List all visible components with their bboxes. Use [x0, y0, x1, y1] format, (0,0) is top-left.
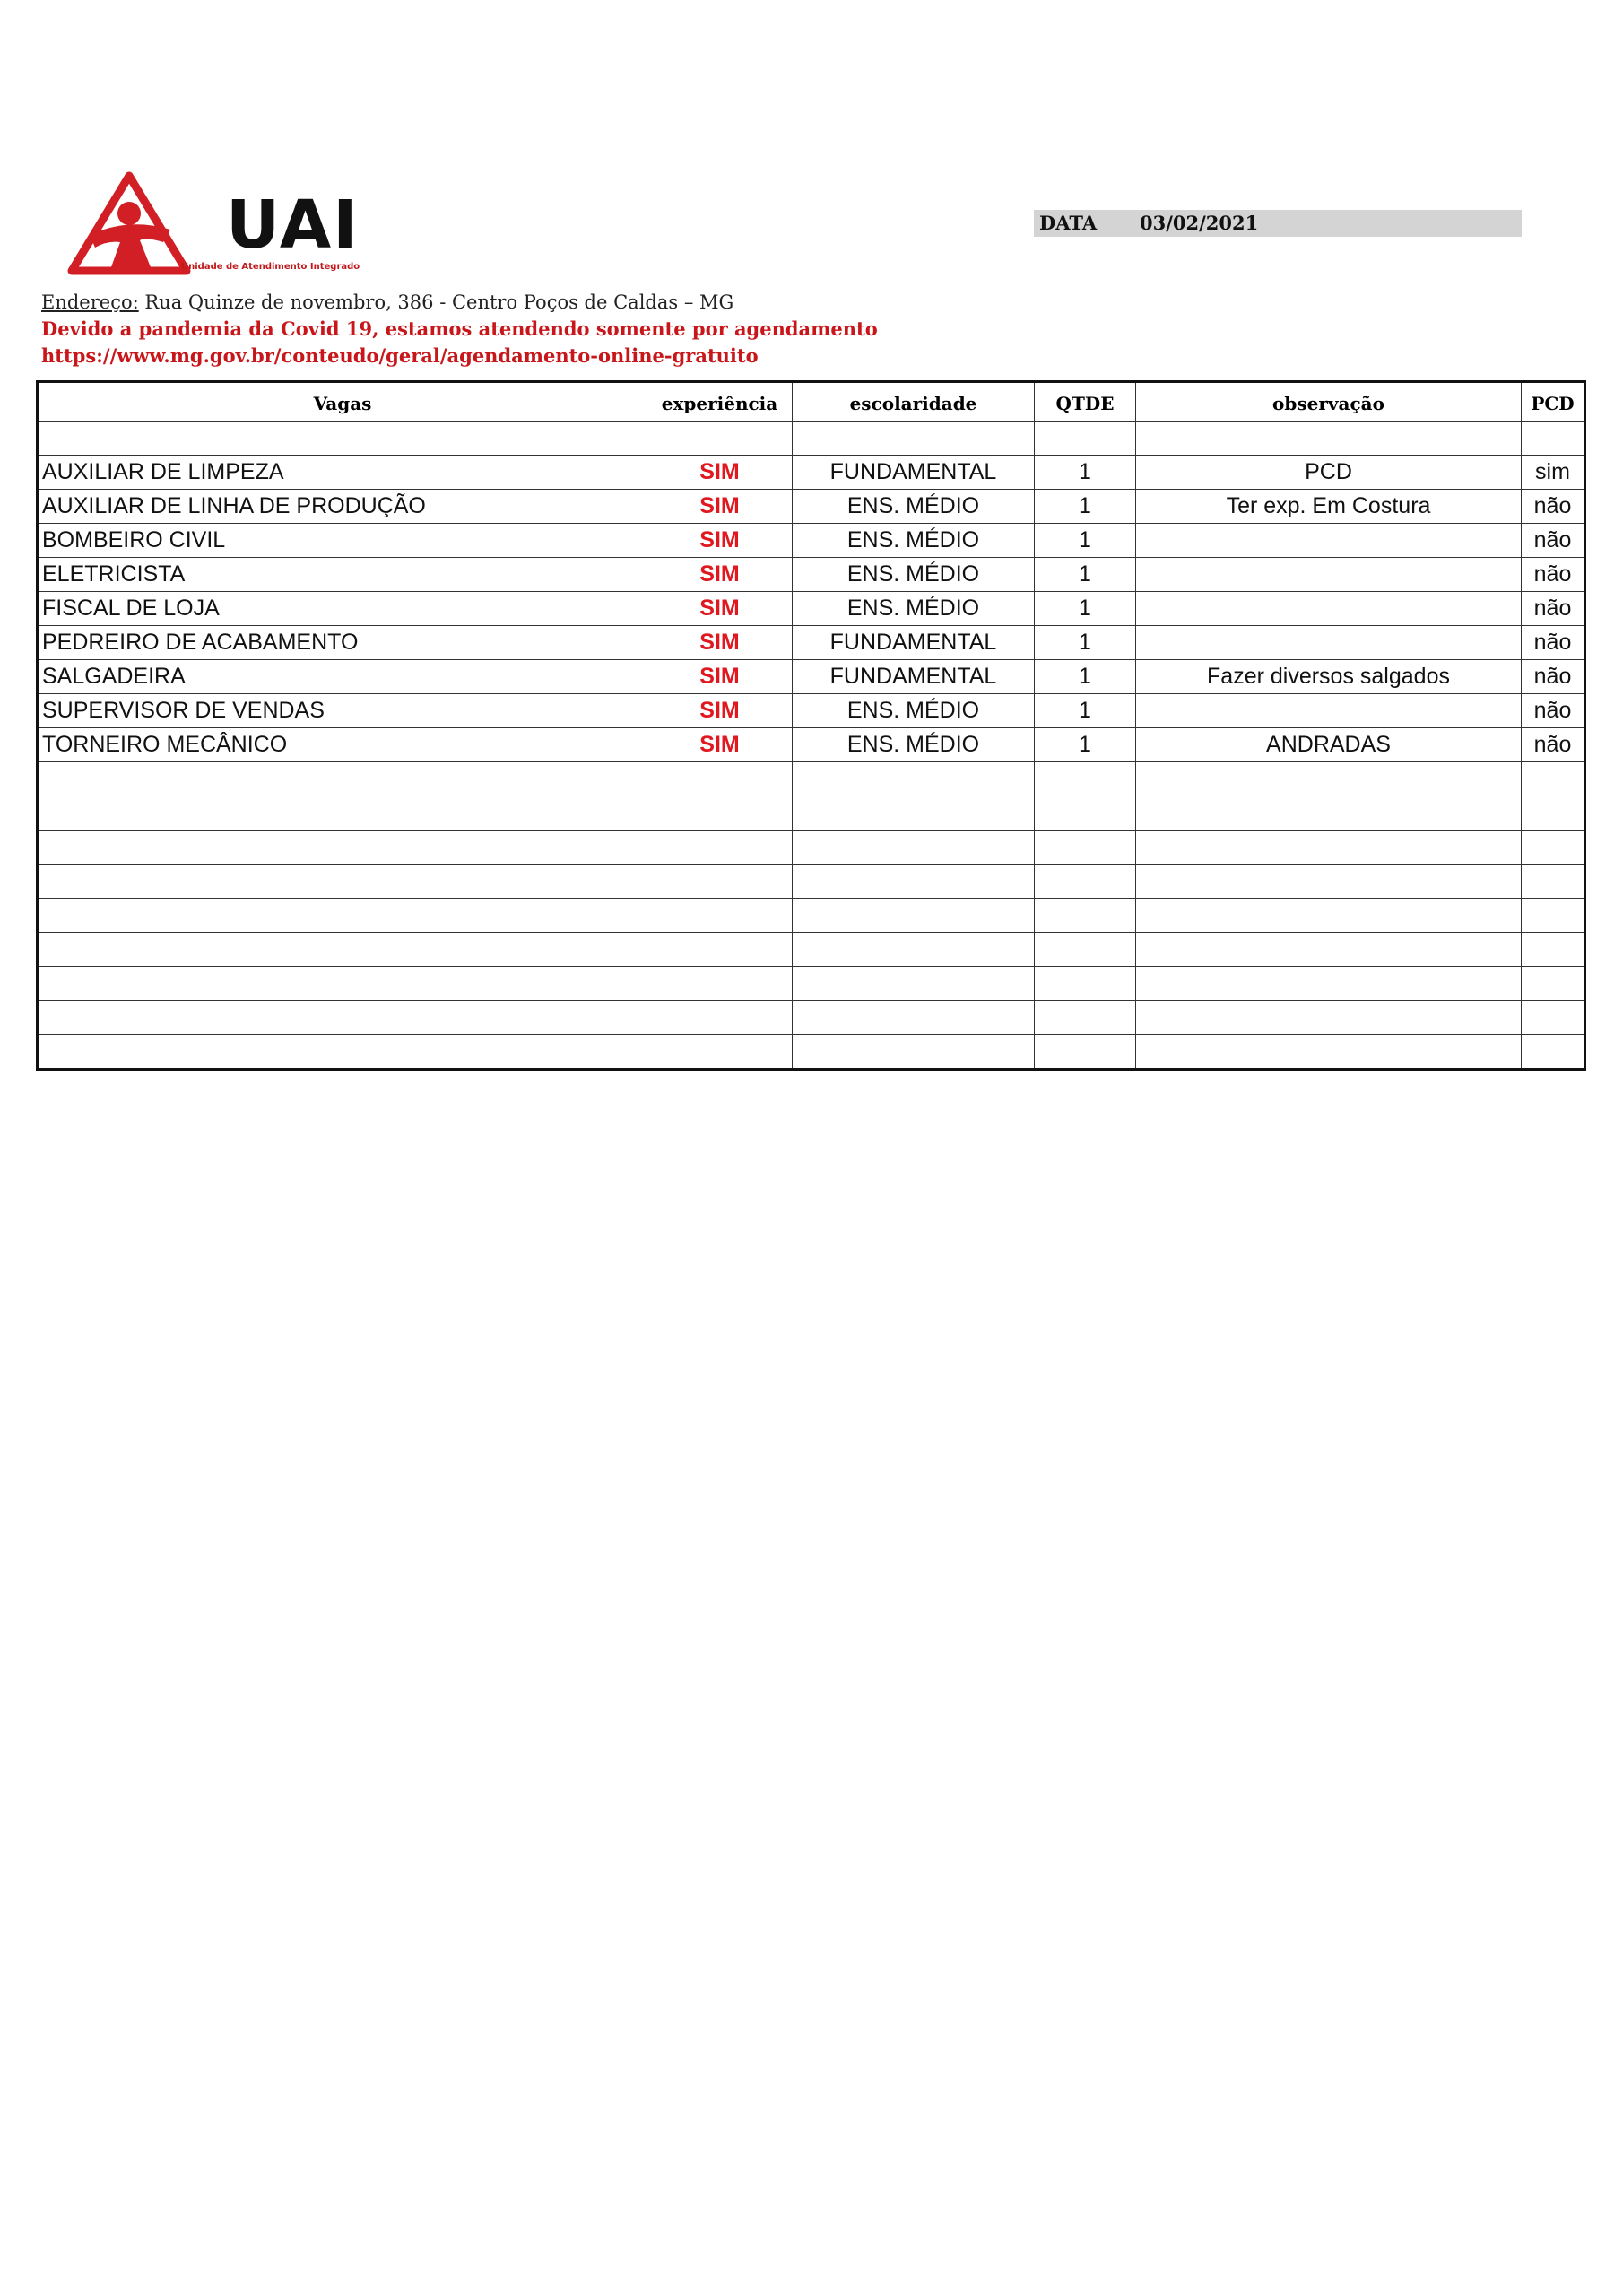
table-row: [38, 660, 1585, 694]
logo-subtitle: Unidade de Atendimento Integrado: [181, 262, 360, 272]
header-qtde: QTDE: [1035, 382, 1136, 422]
cell-experiencia: SIM: [647, 558, 793, 592]
cell-observacao: [1136, 558, 1522, 592]
cell-pcd: [1522, 967, 1585, 1001]
cell-pcd: [1522, 422, 1585, 456]
cell-vaga: BOMBEIRO CIVIL: [38, 524, 647, 558]
table-row: [38, 967, 1585, 1001]
cell-escolaridade: FUNDAMENTAL: [793, 660, 1035, 694]
table-row: [38, 558, 1585, 592]
address-label: Endereço:: [41, 291, 139, 313]
cell-escolaridade: [793, 831, 1035, 865]
cell-vaga: [38, 967, 647, 1001]
cell-qtde: [1035, 967, 1136, 1001]
cell-qtde: [1035, 422, 1136, 456]
cell-qtde: 1: [1035, 558, 1136, 592]
date-label: DATA: [1039, 212, 1098, 234]
scheduling-link[interactable]: https://www.mg.gov.br/conteudo/geral/agendamento-online-gratuito: [41, 344, 759, 367]
cell-escolaridade: [793, 1035, 1035, 1070]
table-row: [38, 728, 1585, 762]
cell-experiencia: [647, 1035, 793, 1070]
cell-experiencia: SIM: [647, 626, 793, 660]
cell-observacao: [1136, 1001, 1522, 1035]
table-row: [38, 592, 1585, 626]
cell-pcd: não: [1522, 626, 1585, 660]
cell-observacao: [1136, 422, 1522, 456]
address-text: Rua Quinze de novembro, 386 - Centro Poços de Caldas – MG: [144, 291, 734, 313]
table-header-row: [38, 382, 1585, 422]
cell-observacao: [1136, 626, 1522, 660]
cell-experiencia: [647, 967, 793, 1001]
table-row: [38, 865, 1585, 899]
table-row: [38, 422, 1585, 456]
date-bar: [1034, 210, 1522, 237]
table-row: [38, 1001, 1585, 1035]
cell-pcd: [1522, 1001, 1585, 1035]
cell-observacao: [1136, 1035, 1522, 1070]
cell-experiencia: [647, 899, 793, 933]
cell-escolaridade: ENS. MÉDIO: [793, 694, 1035, 728]
cell-observacao: ANDRADAS: [1136, 728, 1522, 762]
cell-escolaridade: [793, 762, 1035, 796]
cell-qtde: 1: [1035, 456, 1136, 490]
cell-observacao: [1136, 762, 1522, 796]
table-row: [38, 694, 1585, 728]
cell-observacao: [1136, 694, 1522, 728]
table-row: [38, 626, 1585, 660]
table-row: [38, 899, 1585, 933]
cell-pcd: não: [1522, 728, 1585, 762]
table-row: [38, 933, 1585, 967]
cell-pcd: não: [1522, 558, 1585, 592]
cell-observacao: [1136, 524, 1522, 558]
cell-pcd: [1522, 899, 1585, 933]
logo-wordmark: UAI: [226, 187, 360, 264]
cell-vaga: PEDREIRO DE ACABAMENTO: [38, 626, 647, 660]
cell-experiencia: SIM: [647, 490, 793, 524]
cell-vaga: [38, 865, 647, 899]
cell-escolaridade: [793, 865, 1035, 899]
cell-vaga: [38, 762, 647, 796]
header-experiencia: experiência: [647, 382, 793, 422]
table-row: [38, 1035, 1585, 1070]
cell-pcd: [1522, 762, 1585, 796]
address-line: [41, 289, 733, 316]
cell-qtde: [1035, 1035, 1136, 1070]
cell-escolaridade: ENS. MÉDIO: [793, 592, 1035, 626]
cell-vaga: ELETRICISTA: [38, 558, 647, 592]
cell-experiencia: SIM: [647, 728, 793, 762]
cell-experiencia: [647, 865, 793, 899]
cell-observacao: [1136, 933, 1522, 967]
cell-escolaridade: ENS. MÉDIO: [793, 728, 1035, 762]
cell-observacao: [1136, 592, 1522, 626]
cell-experiencia: SIM: [647, 524, 793, 558]
cell-experiencia: [647, 831, 793, 865]
cell-vaga: FISCAL DE LOJA: [38, 592, 647, 626]
cell-qtde: 1: [1035, 524, 1136, 558]
cell-vaga: TORNEIRO MECÂNICO: [38, 728, 647, 762]
cell-vaga: [38, 933, 647, 967]
cell-vaga: [38, 1001, 647, 1035]
cell-observacao: [1136, 899, 1522, 933]
cell-experiencia: [647, 422, 793, 456]
cell-vaga: [38, 1035, 647, 1070]
cell-experiencia: SIM: [647, 456, 793, 490]
cell-pcd: não: [1522, 694, 1585, 728]
cell-experiencia: SIM: [647, 592, 793, 626]
cell-observacao: [1136, 796, 1522, 831]
cell-escolaridade: [793, 933, 1035, 967]
cell-qtde: 1: [1035, 728, 1136, 762]
cell-pcd: [1522, 865, 1585, 899]
covid-notice: Devido a pandemia da Covid 19, estamos atendendo somente por agendamento: [41, 317, 878, 340]
cell-qtde: 1: [1035, 592, 1136, 626]
cell-pcd: [1522, 933, 1585, 967]
cell-qtde: [1035, 933, 1136, 967]
cell-experiencia: SIM: [647, 694, 793, 728]
table-row: [38, 456, 1585, 490]
cell-vaga: AUXILIAR DE LIMPEZA: [38, 456, 647, 490]
cell-pcd: não: [1522, 592, 1585, 626]
cell-observacao: Fazer diversos salgados: [1136, 660, 1522, 694]
cell-qtde: 1: [1035, 694, 1136, 728]
cell-pcd: [1522, 796, 1585, 831]
cell-escolaridade: [793, 422, 1035, 456]
table-row: [38, 796, 1585, 831]
header-observacao: observação: [1136, 382, 1522, 422]
cell-vaga: AUXILIAR DE LINHA DE PRODUÇÃO: [38, 490, 647, 524]
cell-qtde: [1035, 762, 1136, 796]
cell-qtde: 1: [1035, 626, 1136, 660]
cell-escolaridade: [793, 1001, 1035, 1035]
cell-experiencia: [647, 1001, 793, 1035]
cell-qtde: [1035, 899, 1136, 933]
cell-qtde: 1: [1035, 490, 1136, 524]
cell-qtde: [1035, 796, 1136, 831]
cell-escolaridade: ENS. MÉDIO: [793, 558, 1035, 592]
cell-experiencia: SIM: [647, 660, 793, 694]
cell-vaga: SALGADEIRA: [38, 660, 647, 694]
cell-vaga: [38, 796, 647, 831]
cell-vaga: [38, 422, 647, 456]
cell-pcd: não: [1522, 490, 1585, 524]
cell-escolaridade: ENS. MÉDIO: [793, 490, 1035, 524]
date-value: 03/02/2021: [1140, 212, 1259, 234]
cell-escolaridade: FUNDAMENTAL: [793, 456, 1035, 490]
cell-observacao: PCD: [1136, 456, 1522, 490]
cell-pcd: [1522, 1035, 1585, 1070]
header-escolaridade: escolaridade: [793, 382, 1035, 422]
cell-vaga: SUPERVISOR DE VENDAS: [38, 694, 647, 728]
cell-qtde: [1035, 831, 1136, 865]
cell-experiencia: [647, 762, 793, 796]
header-vagas: Vagas: [38, 382, 647, 422]
table-row: [38, 490, 1585, 524]
cell-qtde: [1035, 865, 1136, 899]
cell-experiencia: [647, 933, 793, 967]
cell-experiencia: [647, 796, 793, 831]
cell-escolaridade: [793, 796, 1035, 831]
cell-pcd: não: [1522, 524, 1585, 558]
cell-qtde: [1035, 1001, 1136, 1035]
table-row: [38, 762, 1585, 796]
cell-pcd: sim: [1522, 456, 1585, 490]
cell-observacao: [1136, 865, 1522, 899]
uai-logo: [65, 170, 360, 278]
cell-observacao: [1136, 831, 1522, 865]
cell-observacao: Ter exp. Em Costura: [1136, 490, 1522, 524]
table-row: [38, 524, 1585, 558]
cell-qtde: 1: [1035, 660, 1136, 694]
cell-observacao: [1136, 967, 1522, 1001]
cell-escolaridade: [793, 899, 1035, 933]
job-vacancies-table: [36, 380, 1586, 1071]
cell-pcd: não: [1522, 660, 1585, 694]
cell-pcd: [1522, 831, 1585, 865]
cell-escolaridade: FUNDAMENTAL: [793, 626, 1035, 660]
table-row: [38, 831, 1585, 865]
header-pcd: PCD: [1522, 382, 1585, 422]
cell-escolaridade: ENS. MÉDIO: [793, 524, 1035, 558]
cell-escolaridade: [793, 967, 1035, 1001]
cell-vaga: [38, 831, 647, 865]
cell-vaga: [38, 899, 647, 933]
